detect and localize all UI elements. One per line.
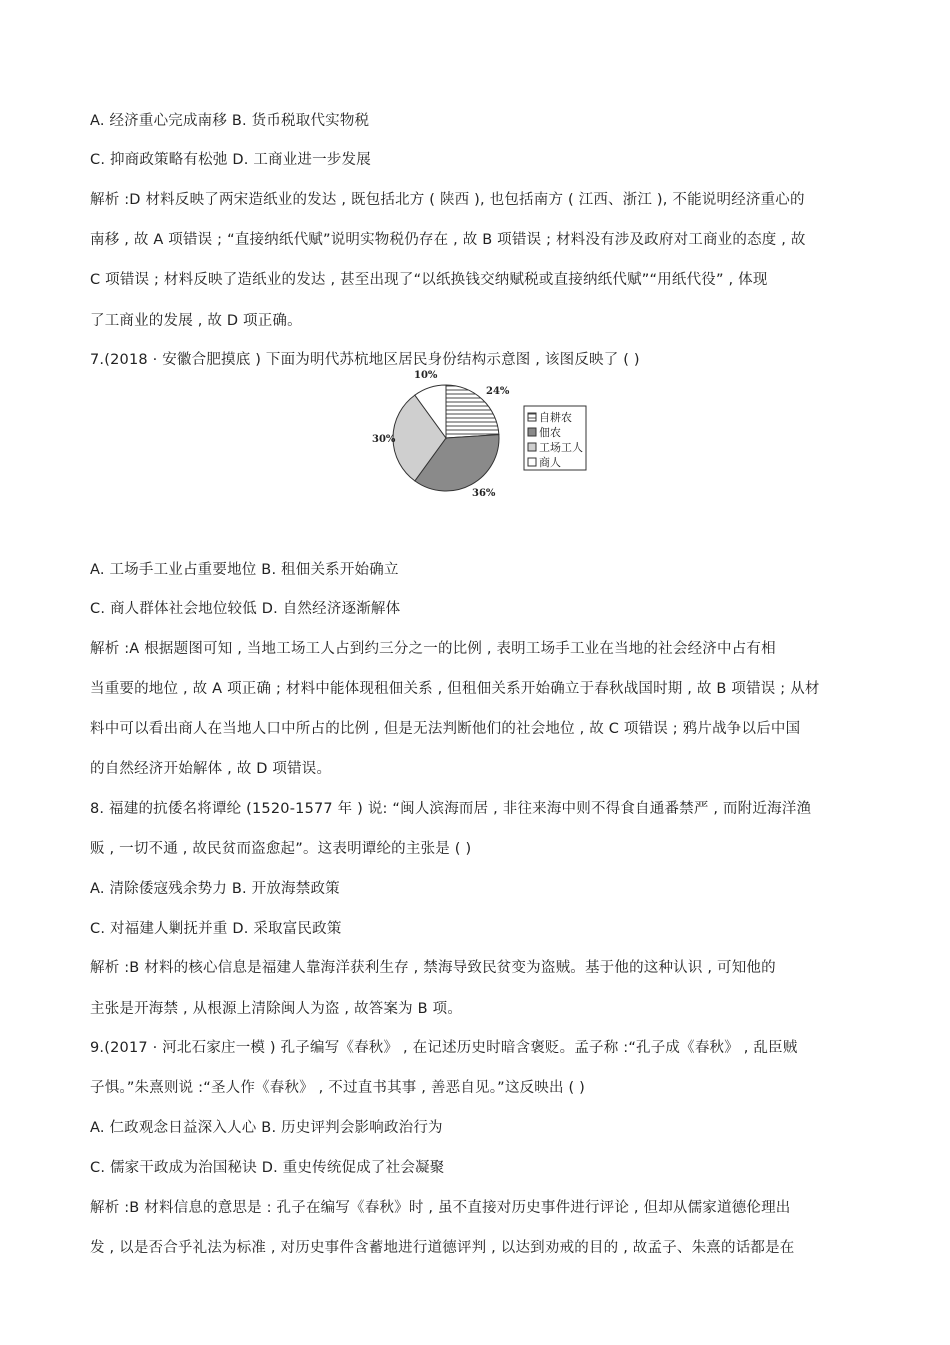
text-line: 当重要的地位 , 故 A 项正确 ; 材料中能体现租佃关系 , 但租佃关系开始确立于春秋战国时期 , 故 B 项错误 ; 从材: [90, 681, 820, 697]
text-line: 料中可以看出商人在当地人口中所占的比例 , 但是无法判断他们的社会地位 , 故 C 项错误 ; 鸦片战争以后中国: [90, 721, 801, 737]
question-8-stem: 8. 福建的抗倭名将谭纶 (1520-1577 年 ) 说: “闽人滨海而居 , 非往来海中则不得食自通番禁严 , 而附近海洋渔: [90, 801, 812, 817]
legend-label: 商人: [539, 456, 561, 469]
pie-slice-label: 24%: [486, 386, 510, 397]
text-line: C. 儒家干政成为治国秘诀 D. 重史传统促成了社会凝聚: [90, 1160, 445, 1176]
legend-label: 工场工人: [539, 441, 583, 454]
text-line: A. 清除倭寇残余势力 B. 开放海禁政策: [90, 881, 340, 897]
pie-slice-label: 30%: [372, 434, 396, 445]
text-line: C. 对福建人剿抚并重 D. 采取富民政策: [90, 921, 342, 937]
text-line: 解析 :B 材料的核心信息是福建人靠海洋获利生存 , 禁海导致民贫变为盗贼。基于他的这种认识 , 可知他的: [90, 960, 776, 976]
pie-slice-label: 10%: [414, 370, 438, 381]
text-line: 解析 :B 材料信息的意思是 : 孔子在编写《春秋》时 , 虽不直接对历史事件进行评论 , 但却从儒家道德伦理出: [90, 1200, 791, 1216]
legend-label: 佃农: [539, 426, 561, 439]
question-9-stem: 9.(2017 · 河北石家庄一模 ) 孔子编写《春秋》 , 在记述历史时暗含褒贬。孟子称 :“孔子成《春秋》 , 乱臣贼: [90, 1040, 798, 1056]
text-line: 解析 :D 材料反映了两宋造纸业的发达 , 既包括北方 ( 陕西 ), 也包括南方 ( 江西、浙江 ), 不能说明经济重心的: [90, 192, 805, 208]
text-line: A. 仁政观念日益深入人心 B. 历史评判会影响政治行为: [90, 1120, 443, 1136]
pie-slice-label: 36%: [472, 488, 496, 499]
text-line: C. 抑商政策略有松弛 D. 工商业进一步发展: [90, 152, 371, 168]
text-line: 南移 , 故 A 项错误 ; “直接纳纸代赋”说明实物税仍存在 , 故 B 项错误 ; 材料没有涉及政府对工商业的态度 , 故: [90, 232, 806, 248]
pie-chart: [360, 368, 600, 508]
legend-swatch: [528, 443, 536, 451]
text-line: 主张是开海禁 , 从根源上清除闽人为盗 , 故答案为 B 项。: [90, 1001, 463, 1017]
legend-swatch: [528, 458, 536, 466]
text-line: 了工商业的发展 , 故 D 项正确。: [90, 313, 302, 329]
text-line: 解析 :A 根据题图可知 , 当地工场工人占到约三分之一的比例 , 表明工场手工业在当地的社会经济中占有相: [90, 641, 776, 657]
legend-swatch: [528, 428, 536, 436]
legend-swatch: [528, 413, 536, 421]
text-line: 发 , 以是否合乎礼法为标准 , 对历史事件含蓄地进行道德评判 , 以达到劝戒的目的 , 故孟子、朱熹的话都是在: [90, 1240, 795, 1256]
legend-label: 自耕农: [539, 411, 572, 424]
text-line: C 项错误 ; 材料反映了造纸业的发达 , 甚至出现了“以纸换钱交纳赋税或直接纳纸代赋”“用纸代役” , 体现: [90, 272, 768, 288]
question-7-stem: 7.(2018 · 安徽合肥摸底 ) 下面为明代苏杭地区居民身份结构示意图 , 该图反映了 ( ): [90, 352, 640, 368]
text-line: A. 工场手工业占重要地位 B. 租佃关系开始确立: [90, 562, 399, 578]
pie-chart-svg: [360, 368, 600, 508]
text-line: 子惧。”朱熹则说 :“圣人作《春秋》 , 不过直书其事 , 善恶自见。”这反映出 ( ): [90, 1080, 586, 1096]
text-line: A. 经济重心完成南移 B. 货币税取代实物税: [90, 113, 370, 129]
text-line: 贩 , 一切不通 , 故民贫而盗愈起”。这表明谭纶的主张是 ( ): [90, 841, 472, 857]
text-line: C. 商人群体社会地位较低 D. 自然经济逐渐解体: [90, 601, 401, 617]
text-line: 的自然经济开始解体 , 故 D 项错误。: [90, 761, 332, 777]
